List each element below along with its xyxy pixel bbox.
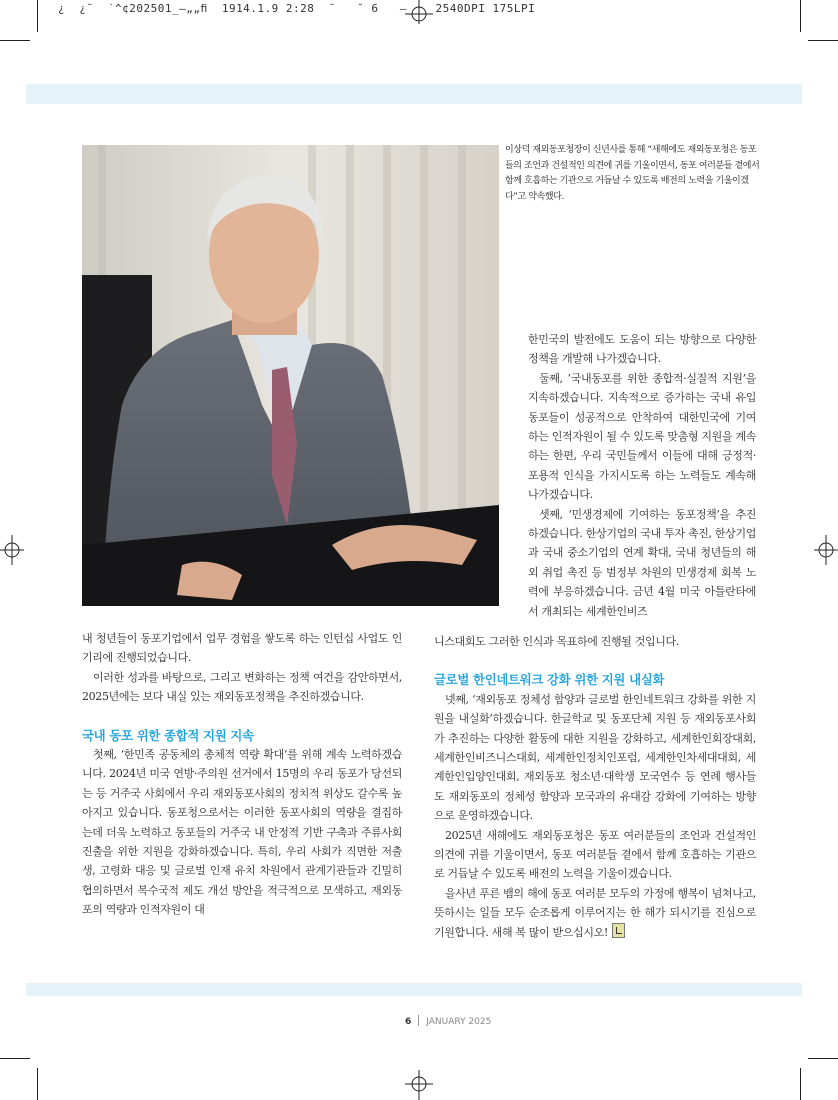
portrait-photo (82, 145, 499, 606)
registration-mark-icon (405, 0, 433, 24)
header-band (26, 84, 802, 104)
body-paragraph: 넷째, ‘재외동포 정체성 함양과 글로벌 한인네트워크 강화를 위한 지원을 내실화’하겠습니다. 한글학교 및 동포단체 지원 등 재외동포사회가 추진하는 다양한 활동에 대한 지원을 강화하고, 세계한인회장대회, 세계한인비즈니스대회, 세계한인정치인포럼, 세계한인차세대대회, 세계한인입양인대회, 재외동포 청소년·대학생 모국연수 등 연례 행사들도 재외동포의 정체성 함양과 모국과의 유대감 강화에 기여하는 방향으로 운영하겠습니다. (434, 692, 756, 823)
print-slug-line: ¿ ¿˘ ˙^¢202501_–„„ﬁ 1914.1.9 2:28 ˘ ˘ 6 – 2540DPI 175LPI (58, 2, 536, 15)
registration-mark-icon (814, 535, 838, 565)
body-paragraph: 이러한 성과를 바탕으로, 그리고 변화하는 정책 여건을 감안하면서, 2025년에는 보다 내실 있는 재외동포정책을 추진하겠습니다. (82, 670, 402, 704)
body-paragraph: 셋째, ‘민생경제에 기여하는 동포정책’을 추진하겠습니다. 한상기업의 국내 투자 촉진, 한상기업과 국내 중소기업의 연계 확대, 국내 청년들의 해외 취업 촉진 등 범정부 차원의 민생경제 회복 노력에 부응하겠습니다. 금년 4월 미국 아틀란타에서 개최되는 세계한인비즈 (528, 507, 756, 618)
registration-mark-icon (405, 1070, 433, 1100)
body-paragraph: 첫째, ‘한민족 공동체의 총체적 역량 확대’를 위해 계속 노력하겠습니다. 2024년 미국 연방·주의원 선거에서 15명의 우리 동포가 당선되는 등 거주국 사회에서 우리 재외동포사회의 정치적 위상도 갈수록 높아지고 있습니다. 동포청으로서는 이러한 동포사회의 역량을 결집하는데 더욱 노력하고 동포들의 거주국 내 안정적 기반 구축과 주류사회 진출을 위한 지원을 강화하겠습니다. 특히, 우리 사회가 직면한 저출생, 고령화 대응 및 글로벌 인재 유치 차원에서 관계기관들과 긴밀히 협의하면서 복수국적 제도 개선 방안을 적극적으로 모색하고, 재외동포의 역량과 인적자원이 대 (82, 748, 402, 917)
photo-caption: 이상덕 재외동포청장이 신년사를 통해 “새해에도 재외동포청은 동포들의 조언과 건설적인 의견에 귀를 기울이면서, 동포 여러분들 곁에서 함께 호흡하는 기관으로 거듭날 수 있도록 배전의 노력을 기울이겠다”고 약속했다. (505, 145, 760, 202)
body-paragraph: 내 청년들이 동포기업에서 업무 경험을 쌓도록 하는 인턴십 사업도 인기리에 진행되었습니다. (82, 632, 402, 665)
body-paragraph: 한민국의 발전에도 도움이 되는 방향으로 다양한 정책을 개발해 나가겠습니다. (528, 333, 756, 366)
end-mark-icon (612, 923, 625, 938)
body-column-left (82, 629, 402, 920)
body-column-right-upper (528, 330, 756, 621)
body-column-right (434, 632, 756, 942)
section-heading: 글로벌 한인네트워크 강화 위한 지원 내실화 (434, 672, 665, 688)
registration-mark-icon (0, 535, 24, 565)
body-paragraph (434, 884, 756, 942)
footer-band (26, 983, 802, 996)
body-paragraph: 니스대회도 그러한 인식과 목표하에 진행될 것입니다. (434, 635, 679, 648)
body-paragraph: 둘째, ‘국내동포를 위한 종합적·실질적 지원’을 지속하겠습니다. 지속적으로 증가하는 국내 유입 동포들이 성공적으로 안착하여 대한민국에 기여하는 인적자원이 될 수 있도록 맞춤형 지원을 계속하는 한편, 우리 국민들께서 이들에 대해 긍정적·포용적 인식을 가지시도록 하는 노력들도 계속해 나가겠습니다. (528, 371, 756, 502)
page-number: 6 (405, 1017, 412, 1027)
issue-label: JANUARY 2025 (426, 1017, 492, 1027)
closing-text: 을사년 푸른 뱀의 해에 동포 여러분 모두의 가정에 행복이 넘쳐나고, 뜻하시는 일들 모두 순조롭게 이루어지는 한 해가 되시기를 진심으로 기원합니다. 새해 복 많이 받으십시오! (434, 886, 756, 939)
page-folio (405, 1015, 491, 1027)
section-heading: 국내 동포 위한 종합적 지원 지속 (82, 727, 254, 743)
body-paragraph: 2025년 새해에도 재외동포청은 동포 여러분들의 조언과 건설적인 의견에 귀를 기울이면서, 동포 여러분들 곁에서 함께 호흡하는 기관으로 거듭날 수 있도록 배전의 노력을 기울이겠습니다. (434, 828, 756, 881)
